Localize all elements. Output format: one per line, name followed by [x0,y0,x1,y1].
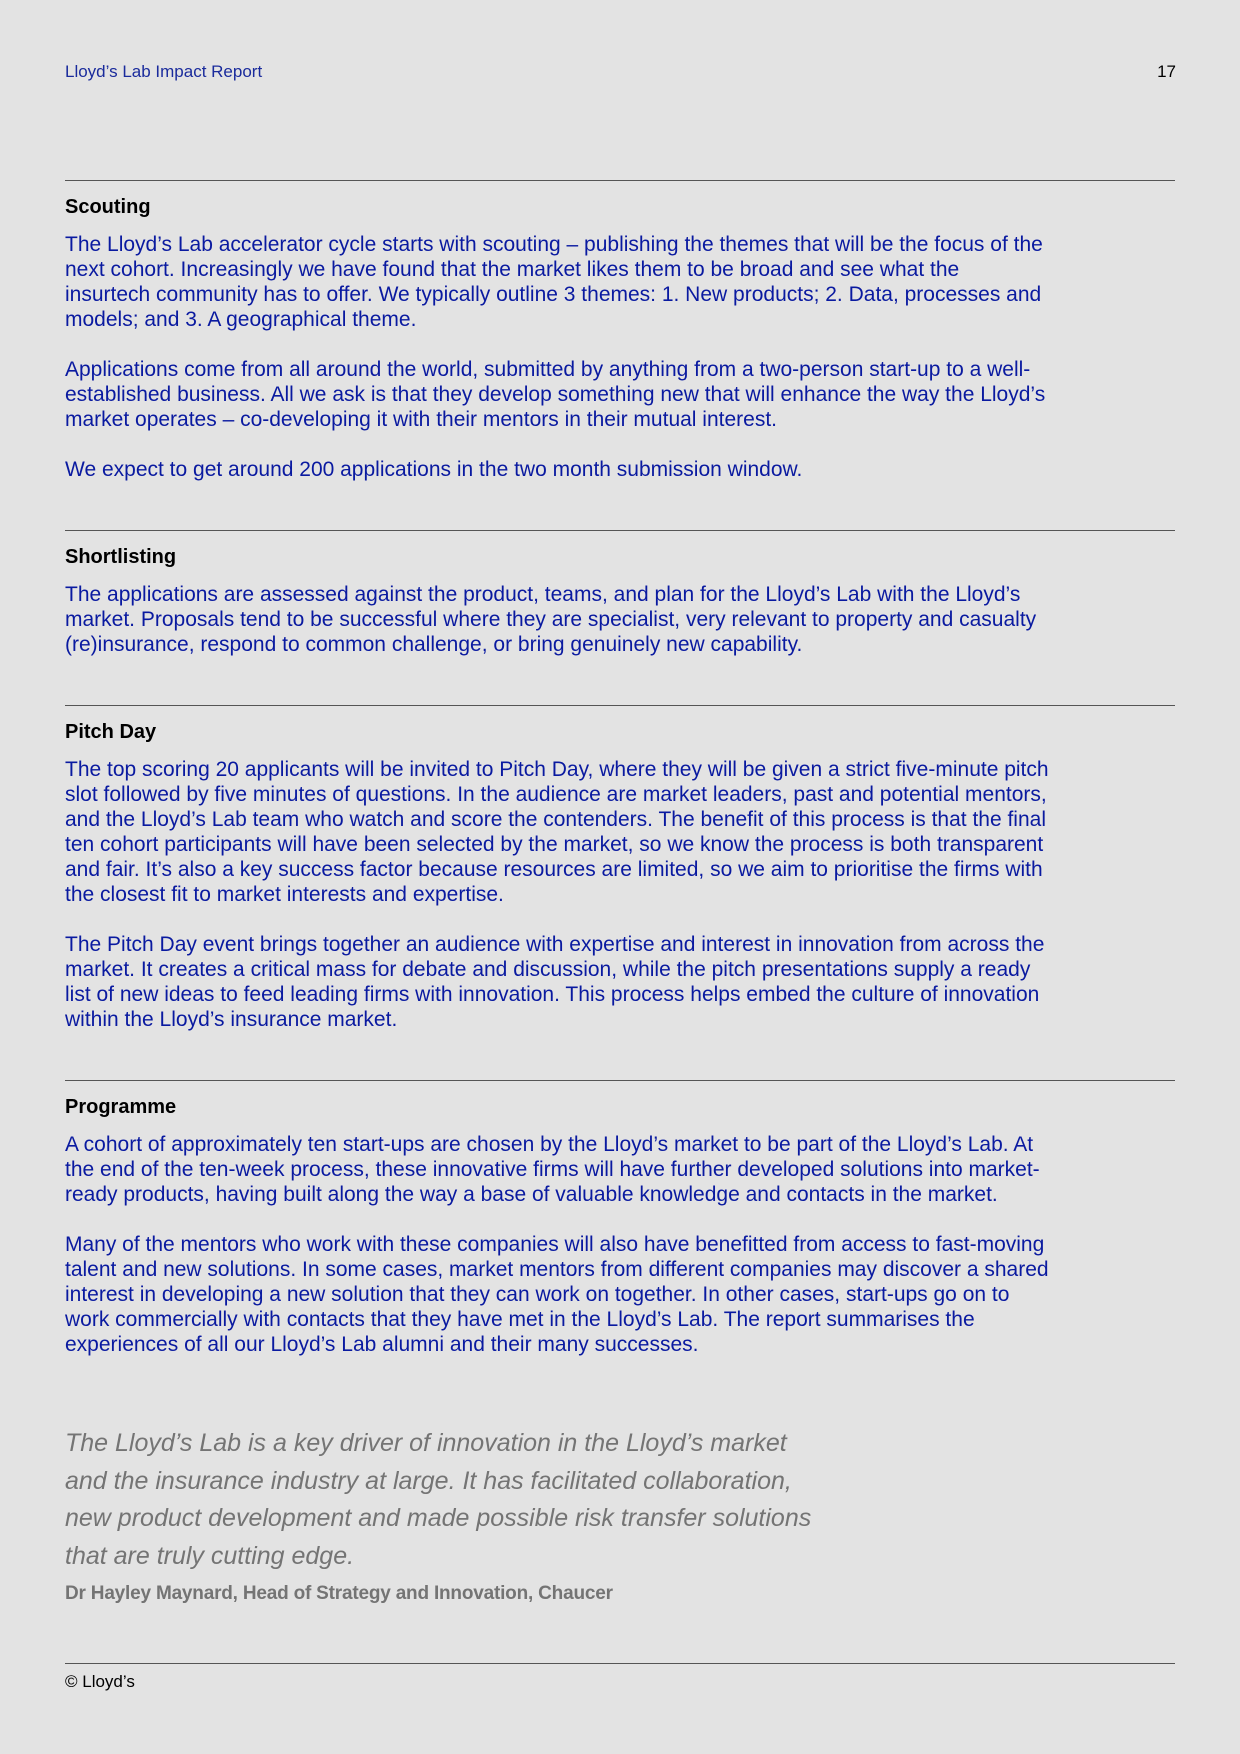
section-paragraph: The applications are assessed against the product, teams, and plan for the Lloyd’s Lab with the Lloyd’s market. Proposals tend to be successful where they are specialist, very relevant to property and casualty (re)insurance, respond to common challenge, or bring genuinely new capability. [65,583,1037,656]
section-scouting [65,180,1175,482]
footer-divider [65,1663,1175,1664]
section-paragraph: The top scoring 20 applicants will be invited to Pitch Day, where they will be given a strict five-minute pitch slot followed by five minutes of questions. In the audience are market leaders, past and potential mentors, and the Lloyd’s Lab team who watch and score the contenders. The benefit of this process is that the final ten cohort participants will have been selected by the market, so we know the process is both transparent and fair. It’s also a key success factor because resources are limited, so we aim to prioritise the firms with the closest fit to market interests and expertise. [65,758,1049,906]
section-paragraph: We expect to get around 200 applications in the two month submission window. [65,458,803,481]
section-programme [65,1080,1175,1357]
section-paragraph: A cohort of approximately ten start-ups are chosen by the Lloyd’s market to be part of the Lloyd’s Lab. At the end of the ten-week process, these innovative firms will have further developed solutions into market-ready products, having built along the way a base of valuable knowledge and contacts in the market. [65,1133,1040,1206]
report-title: Lloyd’s Lab Impact Report [65,62,263,81]
section-heading: Programme [65,1096,177,1118]
section-shortlisting [65,530,1175,657]
section-heading: Shortlisting [65,546,177,568]
page-number: 17 [1157,62,1176,81]
section-divider [65,530,1175,531]
section-paragraph: Many of the mentors who work with these companies will also have benefitted from access to fast-moving talent and new solutions. In some cases, market mentors from different companies may discover a shared interest in developing a new solution that they can work on together. In other cases, start-ups go on to work commercially with contacts that they have met in the Lloyd’s Lab. The report summarises the experiences of all our Lloyd’s Lab alumni and their many successes. [65,1233,1049,1356]
quote-attribution: Dr Hayley Maynard, Head of Strategy and Innovation, Chaucer [65,1583,613,1604]
section-divider [65,705,1175,706]
section-paragraph: Applications come from all around the world, submitted by anything from a two-person start-up to a well-established business. All we ask is that they develop something new that will enhance the way the Lloyd’s market operates – co-developing it with their mentors in their mutual interest. [65,358,1046,431]
section-divider [65,180,1175,181]
section-paragraph: The Lloyd’s Lab accelerator cycle starts with scouting – publishing the themes that will be the focus of the next cohort. Increasingly we have found that the market likes them to be broad and see what the insurtech community has to offer. We typically outline 3 themes: 1. New products; 2. Data, processes and models; and 3. A geographical theme. [65,233,1043,331]
section-heading: Scouting [65,196,151,218]
copyright: © Lloyd’s [65,1672,135,1691]
section-pitch-day [65,705,1175,1032]
section-heading: Pitch Day [65,721,157,743]
section-divider [65,1080,1175,1081]
pull-quote: The Lloyd’s Lab is a key driver of innovation in the Lloyd’s market and the insurance industry at large. It has facilitated collaboration, new product development and made possible risk transfer solutions that are truly cutting edge. [65,1429,812,1570]
section-paragraph: The Pitch Day event brings together an audience with expertise and interest in innovation from across the market. It creates a critical mass for debate and discussion, while the pitch presentations supply a ready list of new ideas to feed leading firms with innovation. This process helps embed the culture of innovation within the Lloyd’s insurance market. [65,933,1045,1031]
